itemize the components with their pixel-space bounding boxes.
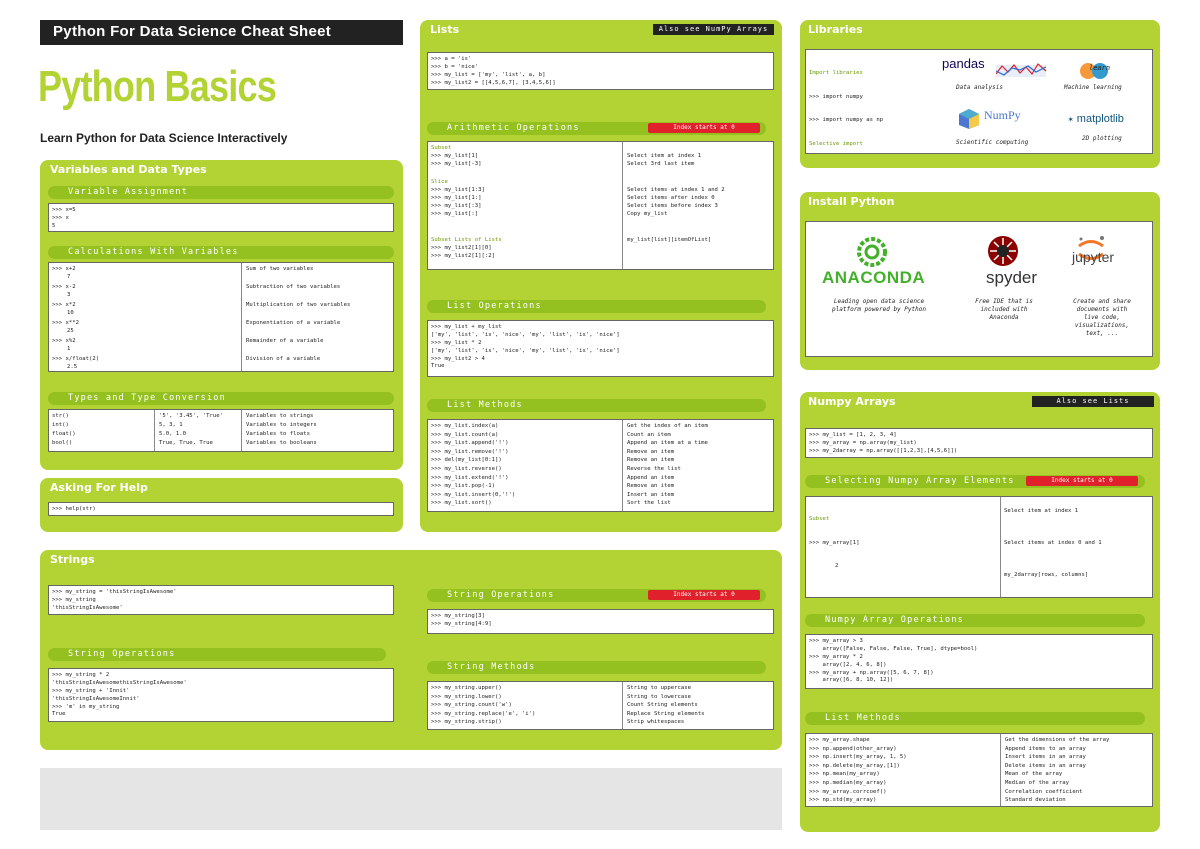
arith-code: >>> my_list[1] — [431, 153, 479, 159]
numpy-ops-line: >>> my_array * 2 — [809, 653, 863, 660]
types-table — [48, 409, 394, 452]
pandas-logo-text: pandas — [942, 56, 985, 71]
string-method-desc: Replace String elements — [627, 710, 705, 717]
arith-desc: Select items before index 3 — [627, 203, 718, 209]
pandas-chart-icon — [996, 62, 1048, 78]
numpy-sub2d-desc: my_2darray[rows, columns] — [1004, 572, 1089, 578]
spyder-logo-text: spyder — [986, 268, 1038, 287]
import-label: Import libraries — [809, 69, 863, 76]
strings-intro-line: >>> my_string = 'thisStringIsAwesome' — [52, 589, 177, 595]
arith-sublist-label: Subset Lists of Lists — [431, 237, 502, 243]
page-subtitle: Learn Python for Data Science Interactively — [40, 131, 288, 145]
numpy-logo — [958, 108, 1038, 130]
string-ops2-subtitle: String Operations — [427, 589, 766, 602]
calc-desc: Remainder of a variable — [246, 338, 324, 344]
string-methods-table — [427, 681, 774, 730]
numpy-cube-icon — [958, 108, 980, 130]
calc-code: >>> x*2 — [52, 302, 76, 308]
jupyter-logo-text: jupyter — [1072, 249, 1115, 265]
arith-sublist-desc: my_list[list][itemOfList] — [627, 237, 712, 243]
numpy-method-code: >>> my_array.shape — [809, 737, 870, 743]
numpy-methods-table — [805, 733, 1153, 807]
strings-ops-line: 'thisStringIsAwesomethisStringIsAwesome' — [52, 679, 187, 686]
lists-ops-line: >>> my_list2 > 4 — [431, 355, 485, 362]
type-example: True, True, True — [159, 440, 213, 446]
arith-code: >>> my_list[:3] — [431, 203, 482, 209]
list-method-desc: Reverse the list — [627, 466, 681, 472]
numpy-intro-code — [809, 432, 957, 456]
type-desc: Variables to floats — [246, 431, 310, 437]
string-ops-code — [52, 672, 187, 719]
lists-intro-code — [431, 56, 556, 88]
list-method-code: >>> my_list.remove('!') — [431, 448, 509, 455]
lists-ops-line: >>> my_list * 2 — [431, 339, 482, 346]
lists-title: Lists — [430, 23, 460, 36]
numpy-method-desc: Standard deviation — [1005, 797, 1066, 804]
type-example: '5', '3.45', 'True' — [159, 413, 223, 419]
calc-result: 25 — [67, 328, 74, 334]
numpy-ops-line: array([6, 8, 10, 12]) — [809, 677, 894, 684]
type-fn: int() — [52, 422, 69, 428]
help-title: Asking For Help — [50, 481, 148, 494]
import-line-1: >>> import numpy — [809, 93, 863, 100]
arith-code: >>> my_list2[1][0] — [431, 245, 492, 251]
strings-ops-line: >>> 'm' in my_string — [52, 703, 120, 710]
numpy-ops-line: >>> my_array + np.array([5, 6, 7, 8]) — [809, 669, 934, 676]
arith-subset-label: Subset — [431, 145, 452, 151]
list-method-code: >>> my_list.insert(0,'!') — [431, 491, 516, 498]
numpy-method-desc: Append items to an array — [1005, 745, 1086, 752]
calc-desc: Multiplication of two variables — [246, 302, 351, 308]
calc-code: >>> x+2 — [52, 266, 76, 272]
numpy-select-table — [805, 496, 1153, 598]
assign-line: 5 — [52, 222, 56, 229]
footer-band — [40, 768, 782, 830]
calc-result: 10 — [67, 310, 74, 316]
strings-ops-line: >>> my_string * 2 — [52, 672, 110, 678]
numpy-index-note: Index starts at 0 — [1026, 476, 1138, 486]
numpy-ops-box — [805, 634, 1153, 689]
arith-code: >>> my_list2[1][:2] — [431, 253, 495, 259]
type-example: 5, 3, 1 — [159, 422, 183, 428]
string-ops2-box — [427, 609, 774, 634]
calc-subtitle: Calculations With Variables — [48, 246, 394, 259]
list-ops-subtitle: List Operations — [427, 300, 766, 313]
numpy-method-desc: Median of the array — [1005, 780, 1069, 786]
lists-intro-line: >>> a = 'is' — [431, 56, 472, 62]
arith-table — [427, 141, 774, 270]
title-bar-text: Python For Data Science Cheat Sheet — [53, 23, 332, 40]
list-ops-code — [431, 324, 620, 371]
arith-code: >>> my_list[-3] — [431, 161, 482, 167]
lists-intro-line: >>> b = 'nice' — [431, 63, 479, 70]
string-method-code: >>> my_string.upper() — [431, 685, 502, 691]
arith-desc: Select 3rd last item — [627, 161, 695, 167]
numpy-method-code: >>> my_array.corrcoef() — [809, 788, 887, 795]
numpy-ops-line: >>> my_array > 3 — [809, 638, 863, 644]
numpy-slice-desc: Select items at index 0 and 1 — [1004, 540, 1102, 546]
list-method-desc: Sort the list — [627, 500, 671, 507]
numpy-intro-line: >>> my_array = np.array(my_list) — [809, 439, 917, 446]
type-desc: Variables to integers — [246, 422, 317, 428]
list-method-desc: Remove an item — [627, 483, 675, 490]
calc-desc: Exponentiation of a variable — [246, 320, 341, 326]
anaconda-caption: Leading open data science platform powered by Python — [832, 298, 926, 313]
list-method-desc: Remove an item — [627, 457, 675, 464]
anaconda-logo-text: ANACONDA — [822, 268, 926, 287]
list-methods-table — [427, 419, 774, 512]
numpy-caption: Scientific computing — [956, 139, 1029, 146]
lists-see-also[interactable]: Also see NumPy Arrays — [653, 24, 774, 35]
calc-code: >>> x-2 — [52, 284, 76, 290]
install-title: Install Python — [808, 195, 895, 208]
type-fn: float() — [52, 431, 76, 437]
numpy-subset-desc: Select item at index 1 — [1004, 508, 1079, 514]
arith-desc: Select items at index 1 and 2 — [627, 187, 725, 193]
list-method-code: >>> my_list.append('!') — [431, 440, 509, 447]
install-box — [805, 221, 1153, 357]
calc-result: 7 — [67, 274, 71, 280]
calc-desc: Division of a variable — [246, 356, 321, 362]
strings-ops-line: >>> my_string + 'Innit' — [52, 687, 130, 694]
arith-slice-label: Slice — [431, 179, 448, 185]
arith-code: >>> my_list[1:3] — [431, 187, 485, 193]
numpy-method-desc: Delete items in an array — [1005, 762, 1086, 769]
numpy-method-code: >>> np.mean(my_array) — [809, 771, 880, 778]
numpy-ops-line: array([2, 4, 6, 8]) — [809, 661, 887, 668]
list-method-code: >>> del(my_list[0:1]) — [431, 457, 502, 464]
strings-ops-line: 'thisStringIsAwesomeInnit' — [52, 695, 140, 702]
string-method-code: >>> my_string.strip() — [431, 719, 502, 726]
numpy-subset-code-1: >>> my_array[1] — [809, 539, 860, 546]
type-fn: bool() — [52, 440, 73, 446]
matplotlib-caption: 2D plotting — [1082, 135, 1122, 142]
arith-index-note: Index starts at 0 — [648, 123, 760, 133]
numpy-intro-line: >>> my_2darray = np.array([[1,2,3],[4,5,6]]) — [809, 447, 958, 454]
import-line-2: >>> import numpy as np — [809, 117, 884, 124]
string-method-desc: String to lowercase — [627, 693, 691, 700]
matplotlib-logo — [1068, 113, 1148, 132]
numpy-subset-label: Subset — [809, 515, 830, 522]
lists-intro-line: >>> my_list = ['my', 'list', a, b] — [431, 71, 546, 78]
numpy-methods-subtitle: List Methods — [805, 712, 1145, 725]
arith-subtitle: Arithmetic Operations — [427, 122, 766, 135]
calc-result: 2.5 — [67, 364, 78, 370]
numpy-select-subtitle: Selecting Numpy Array Elements — [805, 475, 1145, 488]
numpy-title: Numpy Arrays — [808, 395, 896, 408]
help-box — [48, 502, 394, 516]
string-method-desc: Count String elements — [627, 702, 698, 709]
numpy-subset-code-2: 2 — [835, 563, 839, 570]
sklearn-caption: Machine learning — [1064, 84, 1122, 91]
string-methods-subtitle: String Methods — [427, 661, 766, 674]
arith-code: >>> my_list[1:] — [431, 195, 482, 201]
list-method-desc: Count an item — [627, 431, 671, 438]
arith-desc: Copy my_list — [627, 211, 668, 217]
arith-desc: Select item at index 1 — [627, 153, 702, 159]
string-ops-box — [48, 668, 394, 722]
type-example: 5.0, 1.0 — [159, 431, 186, 437]
numpy-method-desc: Get the dimensions of the array — [1005, 737, 1110, 743]
libraries-box — [805, 49, 1153, 154]
list-method-desc: Get the index of an item — [627, 423, 708, 429]
list-method-desc: Insert an item — [627, 491, 675, 498]
string-ops-subtitle: String Operations — [48, 648, 386, 661]
string-method-desc: String to uppercase — [627, 685, 691, 691]
list-method-code: >>> my_list.index(a) — [431, 423, 499, 429]
strings-intro-line: 'thisStringIsAwesome' — [52, 604, 123, 611]
list-method-code: >>> my_list.sort() — [431, 500, 492, 507]
calc-desc: Subtraction of two variables — [246, 284, 341, 290]
matplotlib-icon: ✶ — [1068, 115, 1074, 125]
help-code: >>> help(str) — [52, 506, 96, 512]
list-method-desc: Remove an item — [627, 448, 675, 455]
calc-desc: Sum of two variables — [246, 266, 314, 272]
numpy-see-also[interactable]: Also see Lists — [1032, 396, 1154, 407]
calc-code: >>> x/float(2) — [52, 356, 100, 362]
arith-code: >>> my_list[:] — [431, 211, 479, 217]
spyder-caption: Free IDE that is included with Anaconda — [975, 298, 1033, 321]
strings-intro-line: >>> my_string — [52, 596, 96, 603]
libraries-title: Libraries — [808, 23, 863, 36]
numpy-intro-line: >>> my_list = [1, 2, 3, 4] — [809, 432, 897, 438]
type-desc: Variables to strings — [246, 413, 314, 419]
matplotlib-logo-text: matplotlib — [1076, 113, 1124, 125]
calc-code: >>> x**2 — [52, 320, 79, 326]
assign-box — [48, 203, 394, 232]
list-method-code: >>> my_list.extend('!') — [431, 474, 509, 481]
numpy-method-code: >>> np.append(other_array) — [809, 745, 897, 752]
lists-intro-line: >>> my_list2 = [[4,5,6,7], [3,4,5,6]] — [431, 79, 556, 86]
list-method-desc: Append an item — [627, 474, 675, 481]
calc-code: >>> x%2 — [52, 338, 76, 344]
variables-title: Variables and Data Types — [50, 163, 207, 176]
lists-ops-line: True — [431, 363, 445, 370]
list-method-code: >>> my_list.pop(-1) — [431, 483, 495, 490]
spyder-icon — [986, 234, 1020, 268]
string-ops2-code — [431, 613, 492, 629]
types-subtitle: Types and Type Conversion — [48, 392, 394, 405]
strings-intro-box — [48, 585, 394, 615]
lists-ops-line: >>> my_list + my_list — [431, 324, 502, 330]
list-methods-subtitle: List Methods — [427, 399, 766, 412]
numpy-ops-code — [809, 638, 977, 685]
assign-subtitle: Variable Assignment — [48, 186, 394, 199]
calc-result: 1 — [67, 346, 71, 352]
string-method-code: >>> my_string.replace('e', 'i') — [431, 710, 536, 717]
pandas-caption: Data analysis — [956, 84, 1003, 91]
strings-ops2-line: >>> my_string[3] — [431, 613, 485, 619]
sklearn-logo — [1078, 62, 1114, 80]
numpy-method-code: >>> np.median(my_array) — [809, 780, 887, 786]
string-method-code: >>> my_string.lower() — [431, 693, 502, 700]
assign-line: >>> x — [52, 214, 69, 221]
numpy-method-desc: Mean of the array — [1005, 771, 1063, 778]
numpy-intro-box — [805, 428, 1153, 458]
arith-desc: Select items after index 0 — [627, 195, 715, 201]
list-method-code: >>> my_list.reverse() — [431, 466, 502, 472]
calc-result: 3 — [67, 292, 71, 298]
assign-line: >>> x=5 — [52, 207, 76, 213]
numpy-ops-line: array([False, False, False, True], dtype=bool) — [809, 645, 978, 652]
strings-ops2-line: >>> my_string[4:9] — [431, 620, 492, 627]
numpy-method-code: >>> np.insert(my_array, 1, 5) — [809, 754, 907, 761]
strings-ops-line: True — [52, 711, 66, 718]
sklearn-logo-text: learn — [1089, 64, 1111, 72]
anaconda-icon — [856, 236, 888, 268]
selective-label: Selective import — [809, 140, 863, 147]
page-title: Python Basics — [38, 62, 276, 111]
numpy-method-code: >>> np.std(my_array) — [809, 797, 877, 804]
lists-ops-line: ['my', 'list', 'is', 'nice', 'my', 'list', 'is', 'nice'] — [431, 347, 620, 354]
string-method-desc: Strip whitespaces — [627, 719, 685, 726]
lists-intro-box — [427, 52, 774, 90]
list-method-desc: Append an item at a time — [627, 440, 708, 447]
list-method-code: >>> my_list.count(a) — [431, 431, 499, 438]
string-index-note: Index starts at 0 — [648, 590, 760, 600]
assign-code — [52, 207, 76, 231]
numpy-method-desc: Correlation coefficient — [1005, 788, 1083, 795]
strings-title: Strings — [50, 553, 95, 566]
type-desc: Variables to booleans — [246, 440, 317, 446]
pandas-logo — [942, 56, 1052, 80]
numpy-logo-text: NumPy — [984, 108, 1021, 122]
type-fn: str() — [52, 413, 69, 419]
strings-intro-code — [52, 589, 177, 613]
numpy-ops-subtitle: Numpy Array Operations — [805, 614, 1145, 627]
list-ops-box — [427, 320, 774, 377]
jupyter-caption: Create and share documents with live code, visualizations, text, ... — [1073, 298, 1131, 337]
numpy-method-code: >>> np.delete(my_array,[1]) — [809, 762, 900, 769]
numpy-method-desc: Insert items in an array — [1005, 754, 1086, 761]
string-method-code: >>> my_string.count('w') — [431, 702, 512, 709]
calc-table — [48, 262, 394, 372]
lists-ops-line: ['my', 'list', 'is', 'nice', 'my', 'list', 'is', 'nice'] — [431, 331, 620, 338]
